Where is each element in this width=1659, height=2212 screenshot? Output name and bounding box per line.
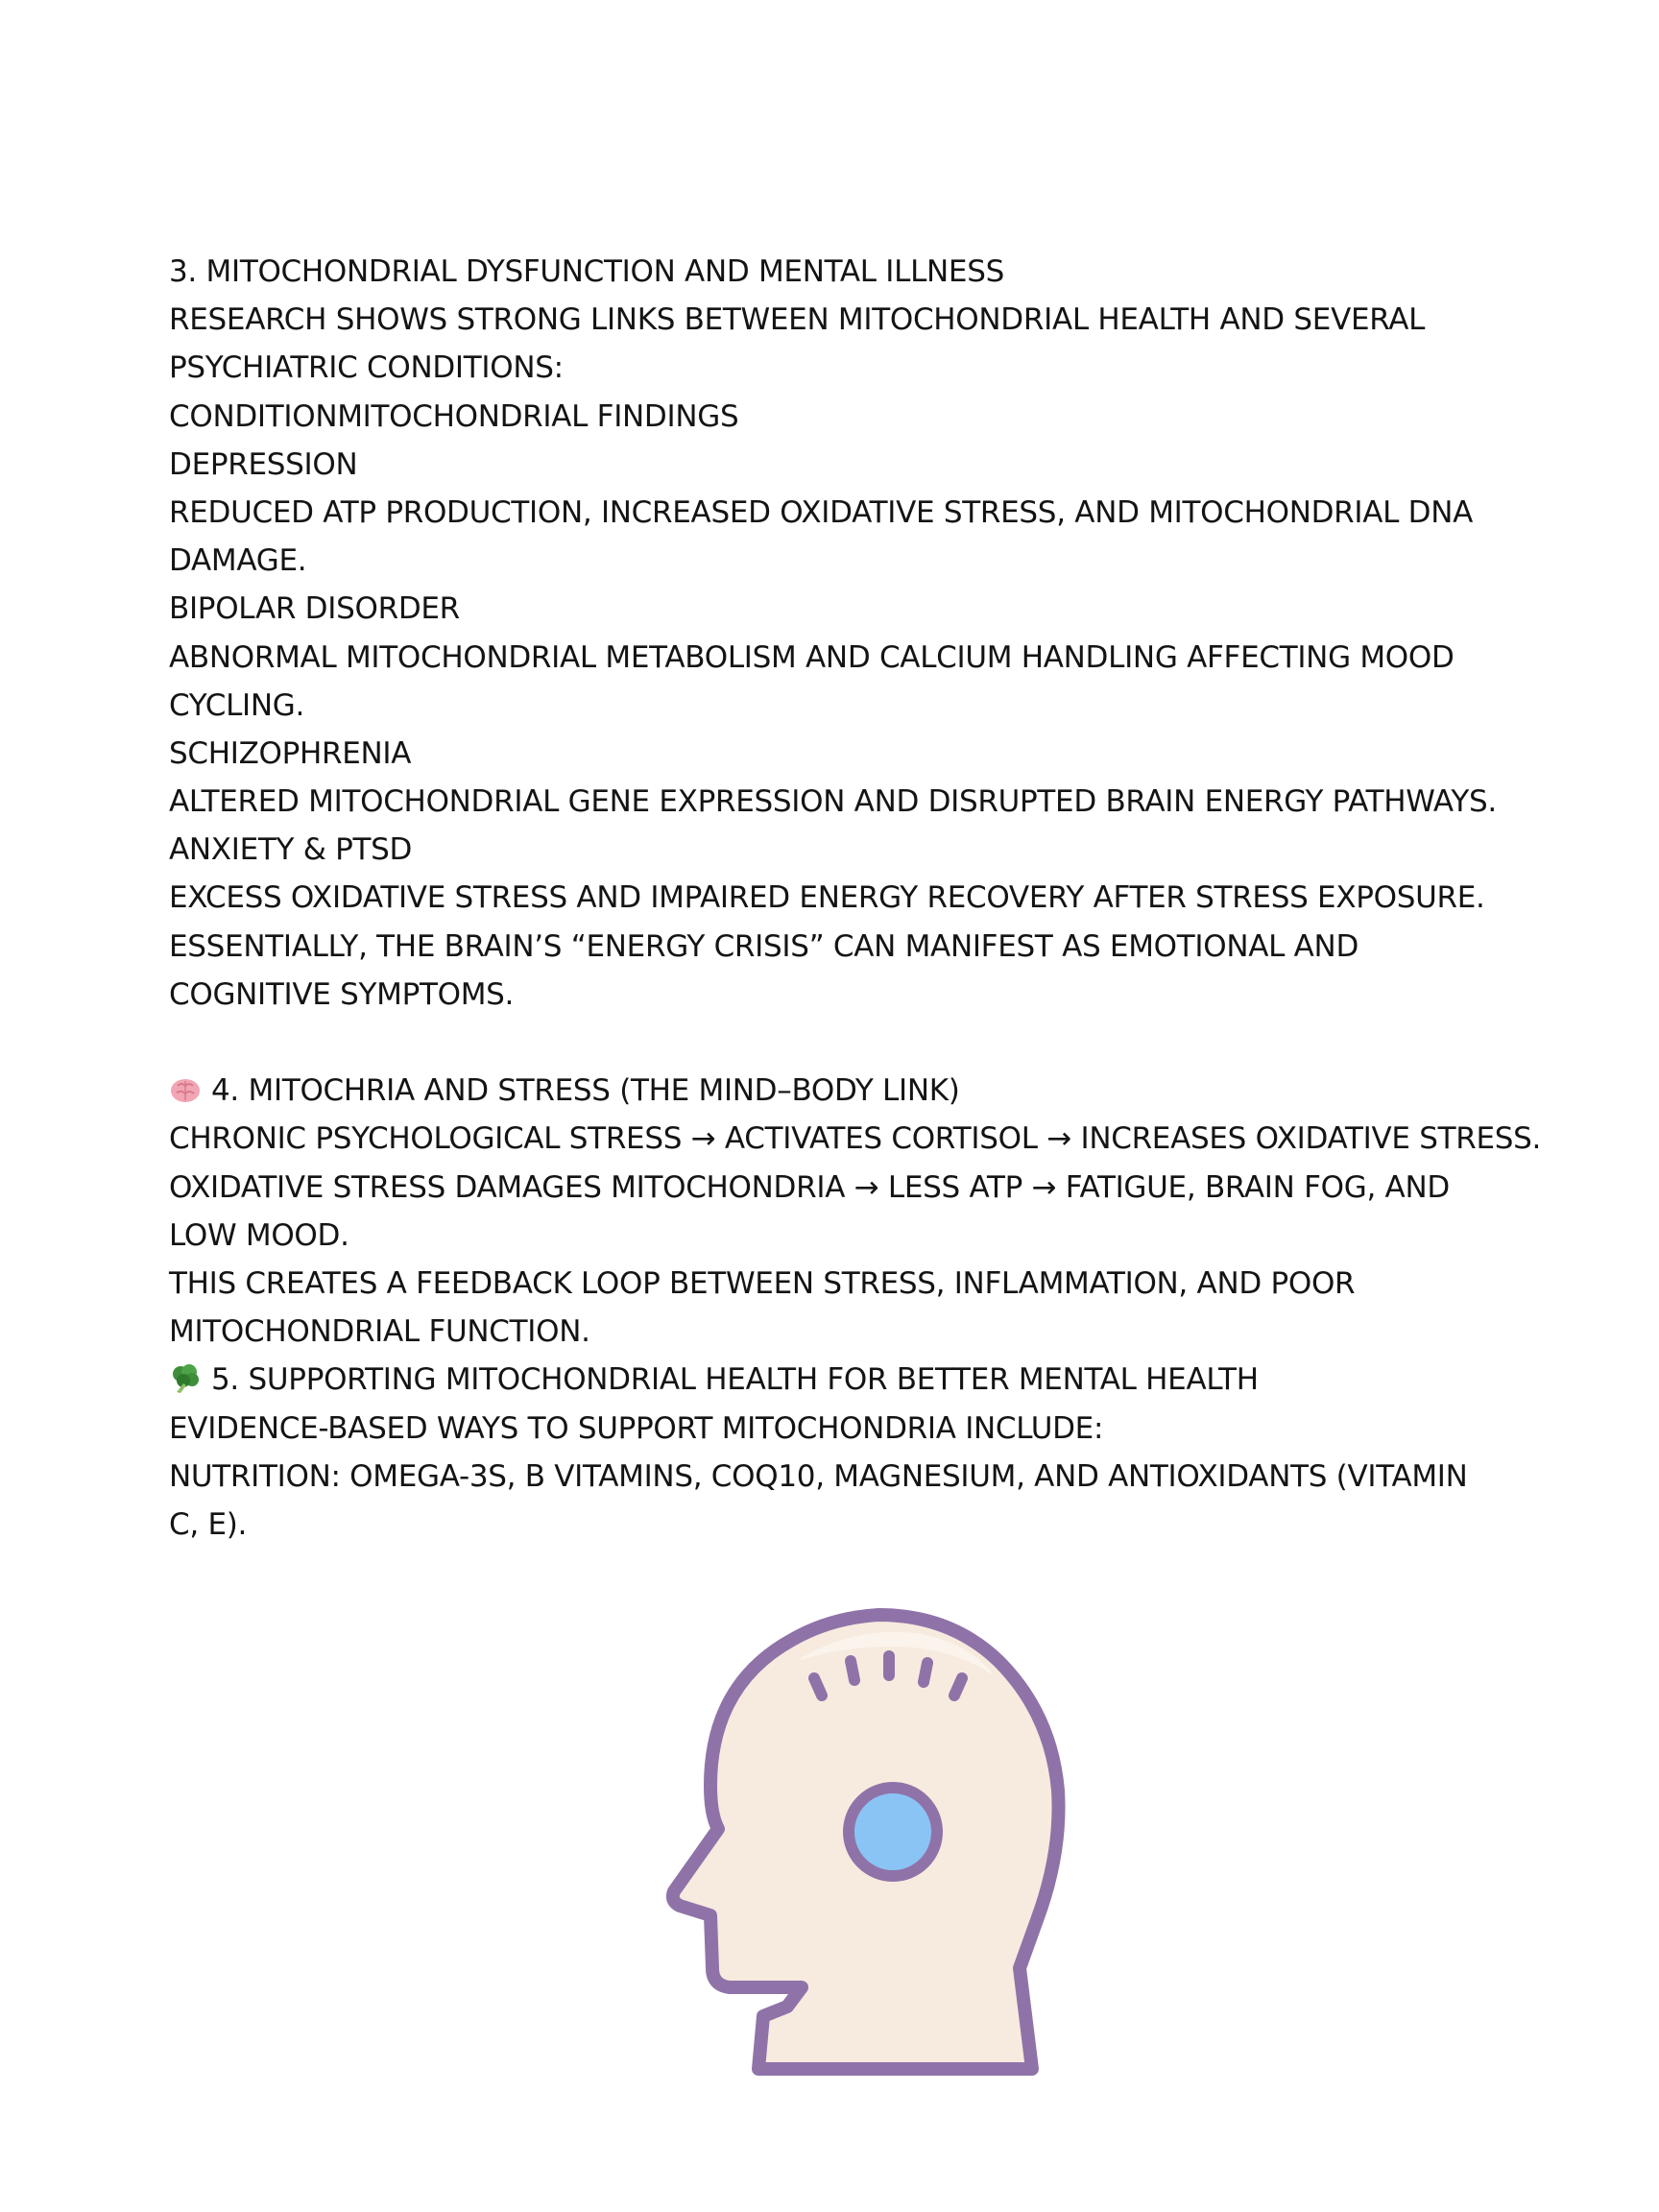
body-line: CHRONIC PSYCHOLOGICAL STRESS → ACTIVATES CORTISOL → INCREASES OXIDATIVE STRESS. <box>169 1121 1542 1157</box>
section-5-heading <box>169 1356 1523 1404</box>
body-line: C, E). <box>169 1506 248 1542</box>
finding-depression: REDUCED ATP PRODUCTION, INCREASED OXIDATIVE STRESS, AND MITOCHONDRIAL DNA <box>169 494 1474 530</box>
body-line: NUTRITION: OMEGA-3S, B VITAMINS, COQ10, MAGNESIUM, AND ANTIOXIDANTS (VITAMIN <box>169 1458 1468 1494</box>
finding-depression-cont: DAMAGE. <box>169 543 307 579</box>
finding-bipolar: ABNORMAL MITOCHONDRIAL METABOLISM AND CALCIUM HANDLING AFFECTING MOOD <box>169 639 1455 675</box>
condition-label-anxiety: ANXIETY & PTSD <box>169 832 413 868</box>
table-header: CONDITIONMITOCHONDRIAL FINDINGS <box>169 398 739 434</box>
body-line: MITOCHONDRIAL FUNCTION. <box>169 1314 590 1350</box>
condition-label-schizophrenia: SCHIZOPHRENIA <box>169 735 412 771</box>
body-line: LOW MOOD. <box>169 1217 349 1253</box>
summary-line: ESSENTIALLY, THE BRAIN’S “ENERGY CRISIS” CAN MANIFEST AS EMOTIONAL AND <box>169 928 1359 964</box>
document-body <box>169 248 1542 1549</box>
finding-anxiety: EXCESS OXIDATIVE STRESS AND IMPAIRED ENERGY RECOVERY AFTER STRESS EXPOSURE. <box>169 880 1485 916</box>
paragraph-gap <box>169 1019 1523 1067</box>
section-5-heading-text: 5. SUPPORTING MITOCHONDRIAL HEALTH FOR BETTER MENTAL HEALTH <box>211 1362 1259 1398</box>
body-line: EVIDENCE-BASED WAYS TO SUPPORT MITOCHONDRIA INCLUDE: <box>169 1410 1104 1446</box>
finding-schizophrenia: ALTERED MITOCHONDRIAL GENE EXPRESSION AND DISRUPTED BRAIN ENERGY PATHWAYS. <box>169 784 1497 820</box>
body-line: THIS CREATES A FEEDBACK LOOP BETWEEN STRESS, INFLAMMATION, AND POOR <box>169 1265 1356 1301</box>
section-4-heading <box>169 1067 1523 1115</box>
section-3-heading: 3. MITOCHONDRIAL DYSFUNCTION AND MENTAL ILLNESS <box>169 254 1004 289</box>
head-profile-icon <box>662 1594 1085 2093</box>
broccoli-icon <box>169 1362 202 1395</box>
brain-icon <box>169 1073 202 1106</box>
condition-label-depression: DEPRESSION <box>169 446 358 482</box>
section-4-heading-text: 4. MITOCHRIA AND STRESS (THE MIND–BODY LINK) <box>211 1073 960 1109</box>
condition-label-bipolar: BIPOLAR DISORDER <box>169 591 460 627</box>
body-line: OXIDATIVE STRESS DAMAGES MITOCHONDRIA → LESS ATP → FATIGUE, BRAIN FOG, AND <box>169 1169 1450 1205</box>
summary-line-cont: COGNITIVE SYMPTOMS. <box>169 976 515 1012</box>
finding-bipolar-cont: CYCLING. <box>169 687 305 723</box>
body-line: RESEARCH SHOWS STRONG LINKS BETWEEN MITOCHONDRIAL HEALTH AND SEVERAL <box>169 302 1426 338</box>
body-line: PSYCHIATRIC CONDITIONS: <box>169 350 564 386</box>
